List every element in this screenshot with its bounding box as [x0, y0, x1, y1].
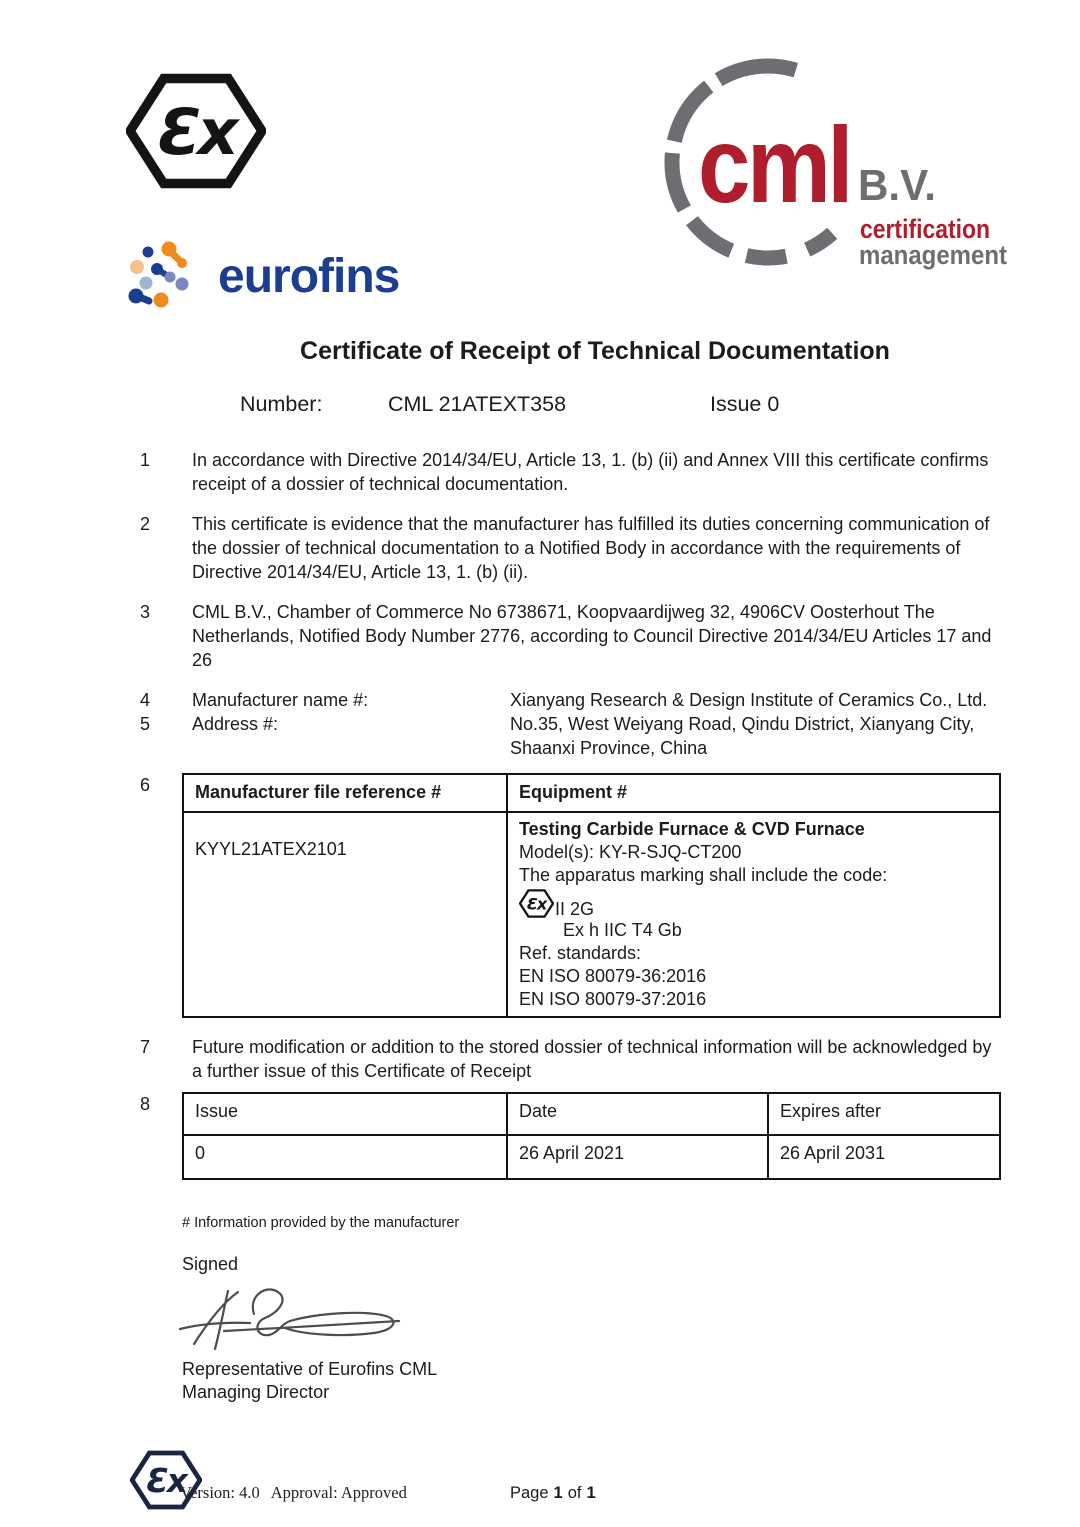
- equipment-title: Testing Carbide Furnace & CVD Furnace: [519, 819, 865, 839]
- manufacturer-address-label: Address #:: [192, 714, 279, 734]
- clause-1: [0, 448, 1080, 496]
- marking-group-code: II 2G: [555, 899, 595, 919]
- marking-protection-code: Ex h IIC T4 Gb: [563, 920, 682, 940]
- marking-intro: The apparatus marking shall include the code:: [519, 865, 888, 885]
- signatory-block: [182, 1358, 1080, 1404]
- certificate-title: Certificate of Receipt of Technical Documentation: [300, 337, 890, 365]
- clause-number: 7: [140, 1037, 151, 1057]
- file-reference-header: Manufacturer file reference #: [183, 774, 507, 812]
- header: [0, 0, 1080, 332]
- date-column-header: Date: [507, 1093, 768, 1135]
- clause-number: 1: [140, 450, 151, 470]
- version-label: Version: 4.0: [180, 1483, 260, 1502]
- issue-column-header: Issue: [183, 1093, 507, 1135]
- ref-standards-label: Ref. standards:: [519, 943, 642, 963]
- standard-2: EN ISO 80079-37:2016: [519, 989, 707, 1009]
- of-word: of: [567, 1484, 582, 1502]
- cml-management-label: management: [859, 240, 1007, 270]
- signature-image: [166, 1278, 404, 1354]
- clause-number: 2: [140, 514, 151, 534]
- clause-number: 5: [140, 714, 151, 734]
- clause-text: In accordance with Directive 2014/34/EU, Article 13, 1. (b) (ii) and Annex VIII this certificate confirms receipt of a dossier of technical documentation.: [192, 450, 989, 494]
- clause-number: 3: [140, 602, 151, 622]
- clause-3: [0, 600, 1080, 672]
- certificate-number: CML 21ATEXT358: [388, 392, 567, 416]
- approval-label: Approval: Approved: [270, 1483, 407, 1502]
- manufacturer-name-value: Xianyang Research & Design Institute of Ceramics Co., Ltd.: [510, 690, 988, 710]
- atex-ex-glyph: Ɛx: [157, 94, 235, 169]
- certificate-number-line: [192, 392, 1080, 422]
- clause-number: 4: [140, 690, 151, 710]
- signatory-role-2: Managing Director: [182, 1382, 330, 1402]
- file-reference-value: KYYL21ATEX2101: [183, 812, 507, 1017]
- number-label: Number:: [240, 392, 323, 416]
- expires-column-header: Expires after: [768, 1093, 1000, 1135]
- signed-label: Signed: [182, 1254, 239, 1274]
- page-total: 1: [586, 1484, 596, 1502]
- equipment-models: Model(s): KY-R-SJQ-CT200: [519, 842, 742, 862]
- atex-ex-glyph: Ɛx: [526, 894, 547, 914]
- date-value: 26 April 2021: [507, 1135, 768, 1179]
- cml-bv-suffix: B.V.: [858, 161, 936, 210]
- version-approval: [180, 1481, 407, 1505]
- atex-ex-hexagon-icon: [126, 68, 266, 194]
- page-footer: [0, 1481, 1080, 1503]
- clause-text: Future modification or addition to the stored dossier of technical information will be acknowledged by a further issue of this Certificate of Receipt: [192, 1037, 992, 1081]
- equipment-table: [182, 773, 1001, 1018]
- issue-table: [182, 1092, 1001, 1180]
- equipment-details-cell: [507, 812, 1000, 1017]
- issue-section: [0, 1092, 1080, 1180]
- atex-ex-glyph: Ɛx: [146, 1461, 186, 1500]
- clause-number: 8: [140, 1094, 151, 1114]
- cml-bv-logo: [650, 52, 1016, 274]
- issue-number: Issue 0: [710, 392, 780, 416]
- signatory-role-1: Representative of Eurofins CML: [182, 1359, 438, 1379]
- clause-number: 6: [140, 775, 151, 795]
- clause-2: [0, 512, 1080, 584]
- page-number: [510, 1481, 596, 1505]
- expires-value: 26 April 2031: [768, 1135, 1000, 1179]
- manufacturer-address-value: No.35, West Weiyang Road, Qindu District, Xianyang City, Shaanxi Province, China: [510, 714, 975, 758]
- page-word: Page: [510, 1484, 549, 1502]
- clause-text: This certificate is evidence that the manufacturer has fulfilled its duties concerning communication of the dossier of technical documentation to a Notified Body in accordance with the requirements of Directive 2014/34/EU, Article 13, 1. (b) (ii).: [192, 514, 990, 582]
- cml-certification-label: certification: [860, 214, 990, 244]
- atex-ex-hexagon-icon: [519, 888, 554, 919]
- standard-1: EN ISO 80079-36:2016: [519, 966, 707, 986]
- eurofins-wordmark: eurofins: [218, 250, 400, 303]
- equipment-section: [0, 773, 1080, 1018]
- issue-value: 0: [183, 1135, 507, 1179]
- manufacturer-footnote: # Information provided by the manufacturer: [182, 1215, 460, 1231]
- eurofins-dots-icon: [124, 240, 206, 308]
- clause-7: [0, 1035, 1080, 1083]
- equipment-header: Equipment #: [507, 774, 1000, 812]
- clause-list: [0, 448, 1080, 672]
- clause-text: CML B.V., Chamber of Commerce No 6738671, Koopvaardijweg 32, 4906CV Oosterhout The Netherlands, Notified Body Number 2776, according to Council Directive 2014/34/EU Articles 17 and 26: [192, 602, 992, 670]
- manufacturer-name-label: Manufacturer name #:: [192, 690, 369, 710]
- marking-code-line: [519, 887, 988, 919]
- page-current: 1: [553, 1484, 563, 1502]
- manufacturer-block: [0, 688, 1080, 760]
- table-row: [183, 1135, 1000, 1179]
- eurofins-logo: [124, 240, 399, 308]
- cml-wordmark: cml: [698, 104, 850, 225]
